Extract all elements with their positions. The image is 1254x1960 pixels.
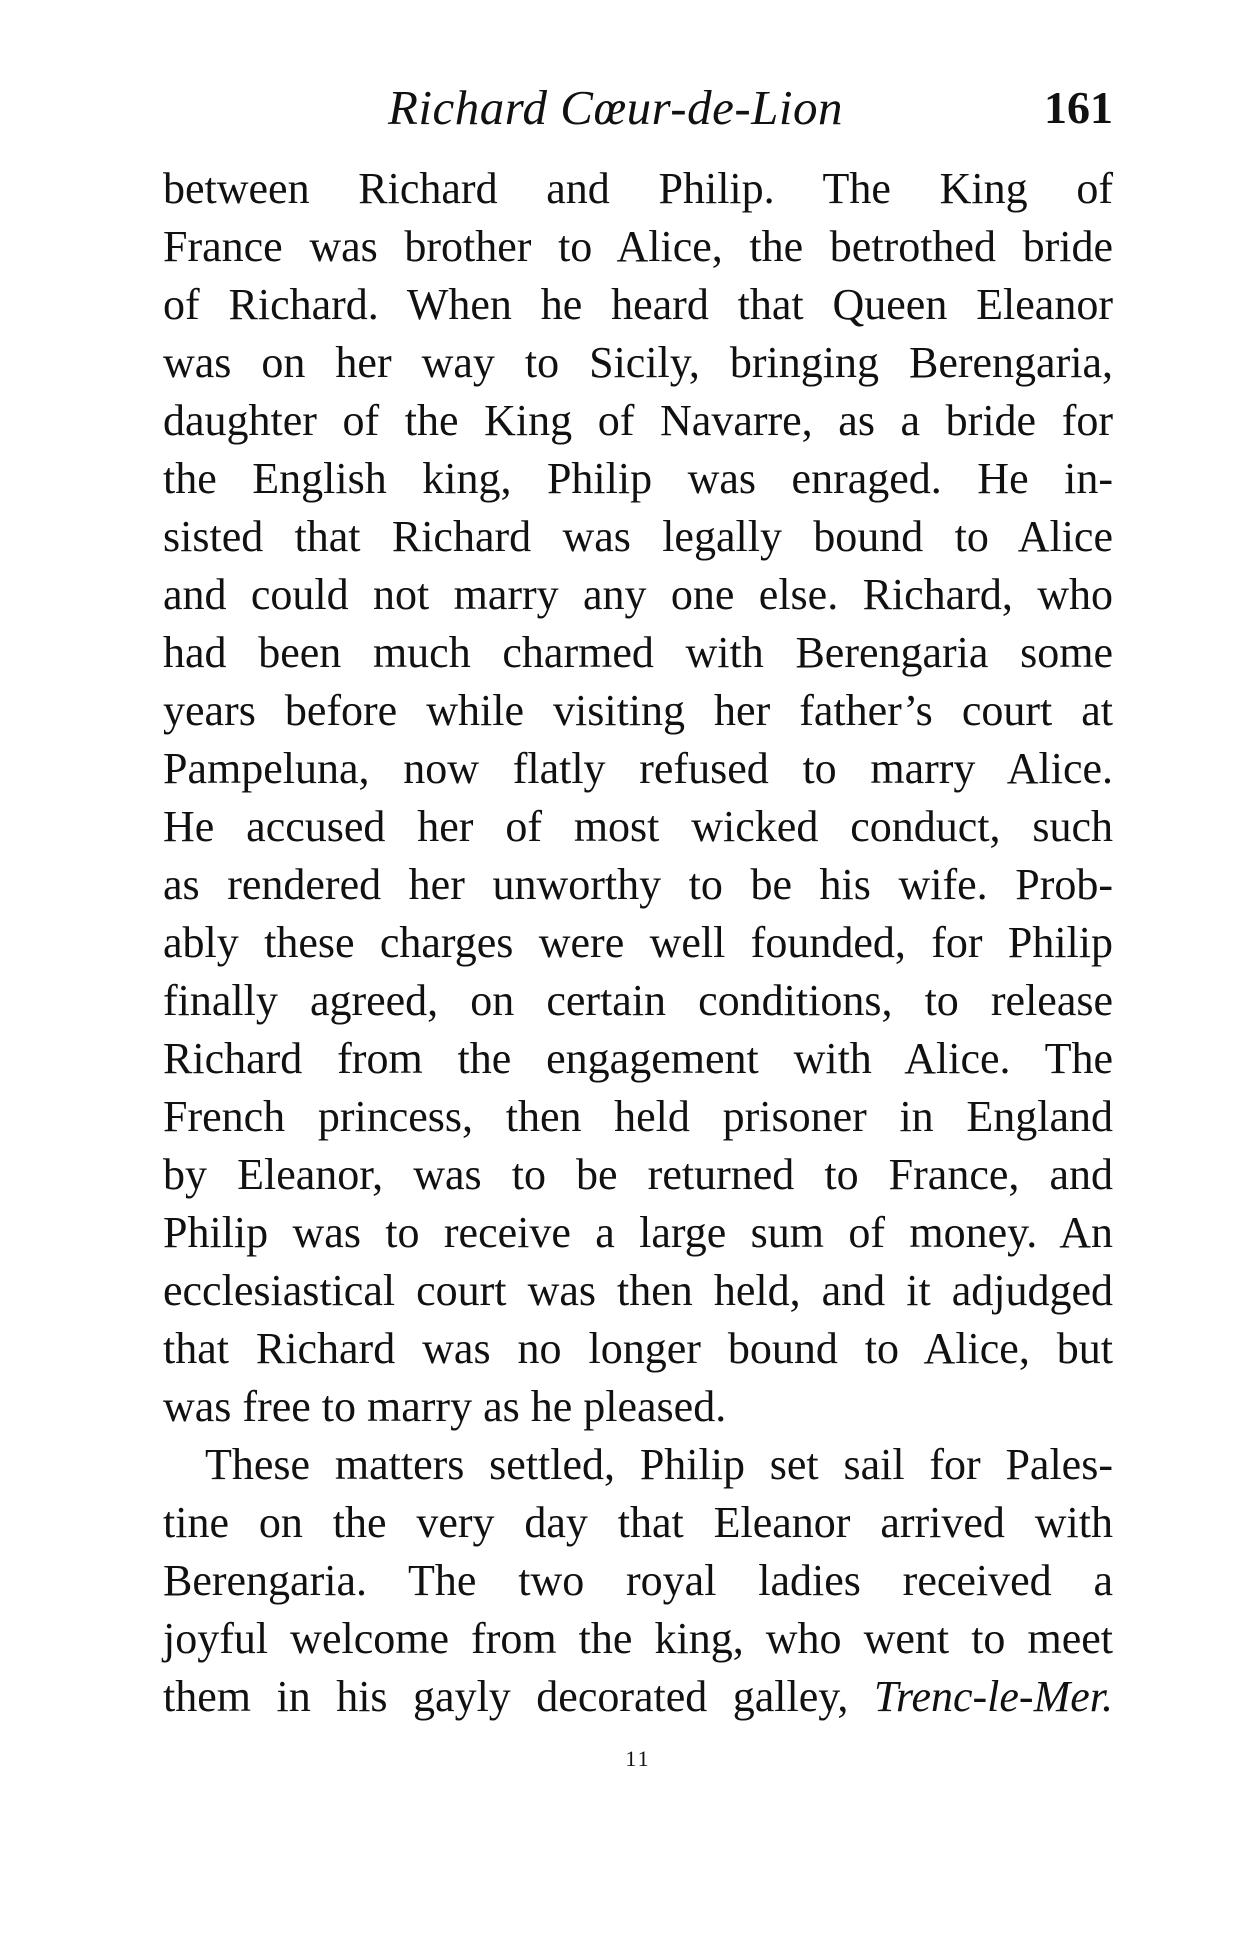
text-line: France was brother to Alice, the betrothed bride <box>163 222 1113 271</box>
text-line: sisted that Richard was legally bound to Alice <box>163 512 1113 561</box>
text-line: Pampeluna, now flatly refused to marry Alice. <box>163 744 1113 793</box>
text-line: and could not marry any one else. Richard, who <box>163 570 1113 619</box>
text-line: finally agreed, on certain conditions, to release <box>163 976 1113 1025</box>
text-line: joyful welcome from the king, who went to meet <box>163 1614 1113 1663</box>
page-number: 161 <box>1044 82 1113 133</box>
text-line: daughter of the King of Navarre, as a bride for <box>163 396 1113 445</box>
ship-name: Trenc-le-Mer. <box>873 1672 1113 1721</box>
text-line: the English king, Philip was enraged. He in- <box>163 454 1113 503</box>
text-line: of Richard. When he heard that Queen Eleanor <box>163 280 1113 329</box>
text-segment: them in his gayly decorated galley, <box>163 1672 874 1721</box>
text-line: between Richard and Philip. The King of <box>163 164 1113 213</box>
text-line: ably these charges were well founded, for Philip <box>163 918 1113 967</box>
text-line: Richard from the engagement with Alice. The <box>163 1034 1113 1083</box>
text-line: by Eleanor, was to be returned to France, and <box>163 1150 1113 1199</box>
text-line: as rendered her unworthy to be his wife. Prob- <box>163 860 1113 909</box>
text-line: Philip was to receive a large sum of money. An <box>163 1208 1113 1257</box>
running-title: Richard Cœur-de-Lion <box>388 80 843 135</box>
text-line: ecclesiastical court was then held, and it adjudged <box>163 1266 1113 1315</box>
text-line: tine on the very day that Eleanor arrived with <box>163 1498 1113 1547</box>
text-line: was on her way to Sicily, bringing Berengaria, <box>163 338 1113 387</box>
text-line: that Richard was no longer bound to Alice, but <box>163 1324 1113 1373</box>
body-text <box>163 160 1113 1726</box>
text-line: These matters settled, Philip set sail for Pales- <box>205 1440 1113 1489</box>
text-line: Berengaria. The two royal ladies received a <box>163 1556 1113 1605</box>
text-line: years before while visiting her father’s court at <box>163 686 1113 735</box>
text-line: was free to marry as he pleased. <box>163 1382 727 1431</box>
text-line: French princess, then held prisoner in England <box>163 1092 1113 1141</box>
text-line: had been much charmed with Berengaria some <box>163 628 1113 677</box>
text-line-final <box>163 1668 1113 1726</box>
signature-mark: 11 <box>625 1746 651 1771</box>
text-line: He accused her of most wicked conduct, such <box>163 802 1113 851</box>
running-head <box>163 78 1113 138</box>
